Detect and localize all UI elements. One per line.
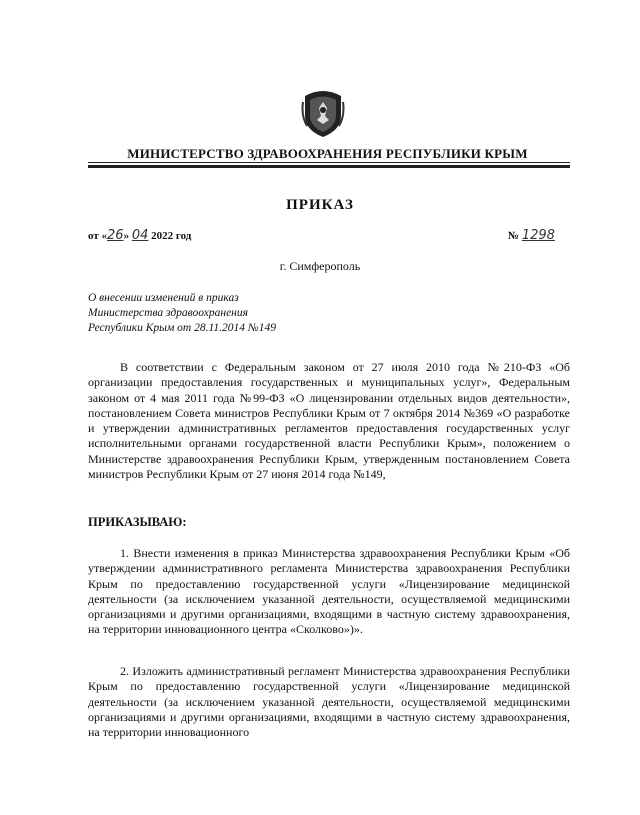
subject-line: Министерства здравоохранения: [88, 307, 248, 319]
date-day: 26: [107, 228, 124, 243]
date-prefix: от «: [88, 230, 108, 242]
order-item: 1. Внести изменения в приказ Министерства здравоохранения Республики Крым «Об утверждении административного регламента Министерства здравоохранения Республики Крым по предоставлению государственной услуги «Лицензирование медицинской деятельности (за исключением указанной деятельности, осуществляемой медицинскими организациями и другими организациями, входящими в частную систему здравоохранения, на территории инновационного центра «Сколково»)».: [88, 546, 570, 637]
order-item: 2. Изложить административный регламент Министерства здравоохранения Республики Крым по предоставлению государственной услуги «Лицензирование медицинской деятельности (за исключением указанной деятельности, осуществляемой медицинскими организациями и другими организациями, входящими в частную систему здравоохранения, на территории инновационного: [88, 664, 570, 740]
crimea-coat-of-arms-emblem: [301, 86, 345, 138]
order-title: ПРИКАЗ: [286, 197, 354, 213]
date-month: 04: [131, 228, 149, 243]
order-subject: [88, 291, 276, 336]
date-separator: »: [123, 230, 130, 242]
date-year: 2022 год: [151, 230, 192, 242]
preamble-paragraph: В соответствии с Федеральным законом от 27 июля 2010 года №210-ФЗ «Об организации предоставления государственных и муниципальных услуг», Федеральным законом от 4 мая 2011 года №99-ФЗ «О лицензировании отдельных видов деятельности», постановлением Совета министров Республики Крым от 7 октября 2014 №369 «О разработке и утверждении административных регламентов предоставления государственных услуг исполнительными органами государственной власти Республики Крым», положением о Министерстве здравоохранения Республики Крым, утвержденным постановлением Совета министров Республики Крым от 27 июня 2014 года №149,: [88, 360, 570, 482]
number-value: 1298: [521, 228, 555, 243]
order-number: [508, 228, 555, 243]
order-date: [88, 228, 191, 243]
subject-line: Республики Крым от 28.11.2014 №149: [88, 322, 276, 334]
command-heading: ПРИКАЗЫВАЮ:: [88, 515, 187, 529]
ministry-name: МИНИСТЕРСТВО ЗДРАВООХРАНЕНИЯ РЕСПУБЛИКИ КРЫМ: [127, 146, 528, 161]
city-line: г. Симферополь: [279, 259, 361, 273]
header-divider-thick: [88, 165, 570, 168]
subject-line: О внесении изменений в приказ: [88, 292, 239, 304]
header-divider-thin: [88, 162, 570, 163]
number-prefix: №: [508, 230, 520, 242]
